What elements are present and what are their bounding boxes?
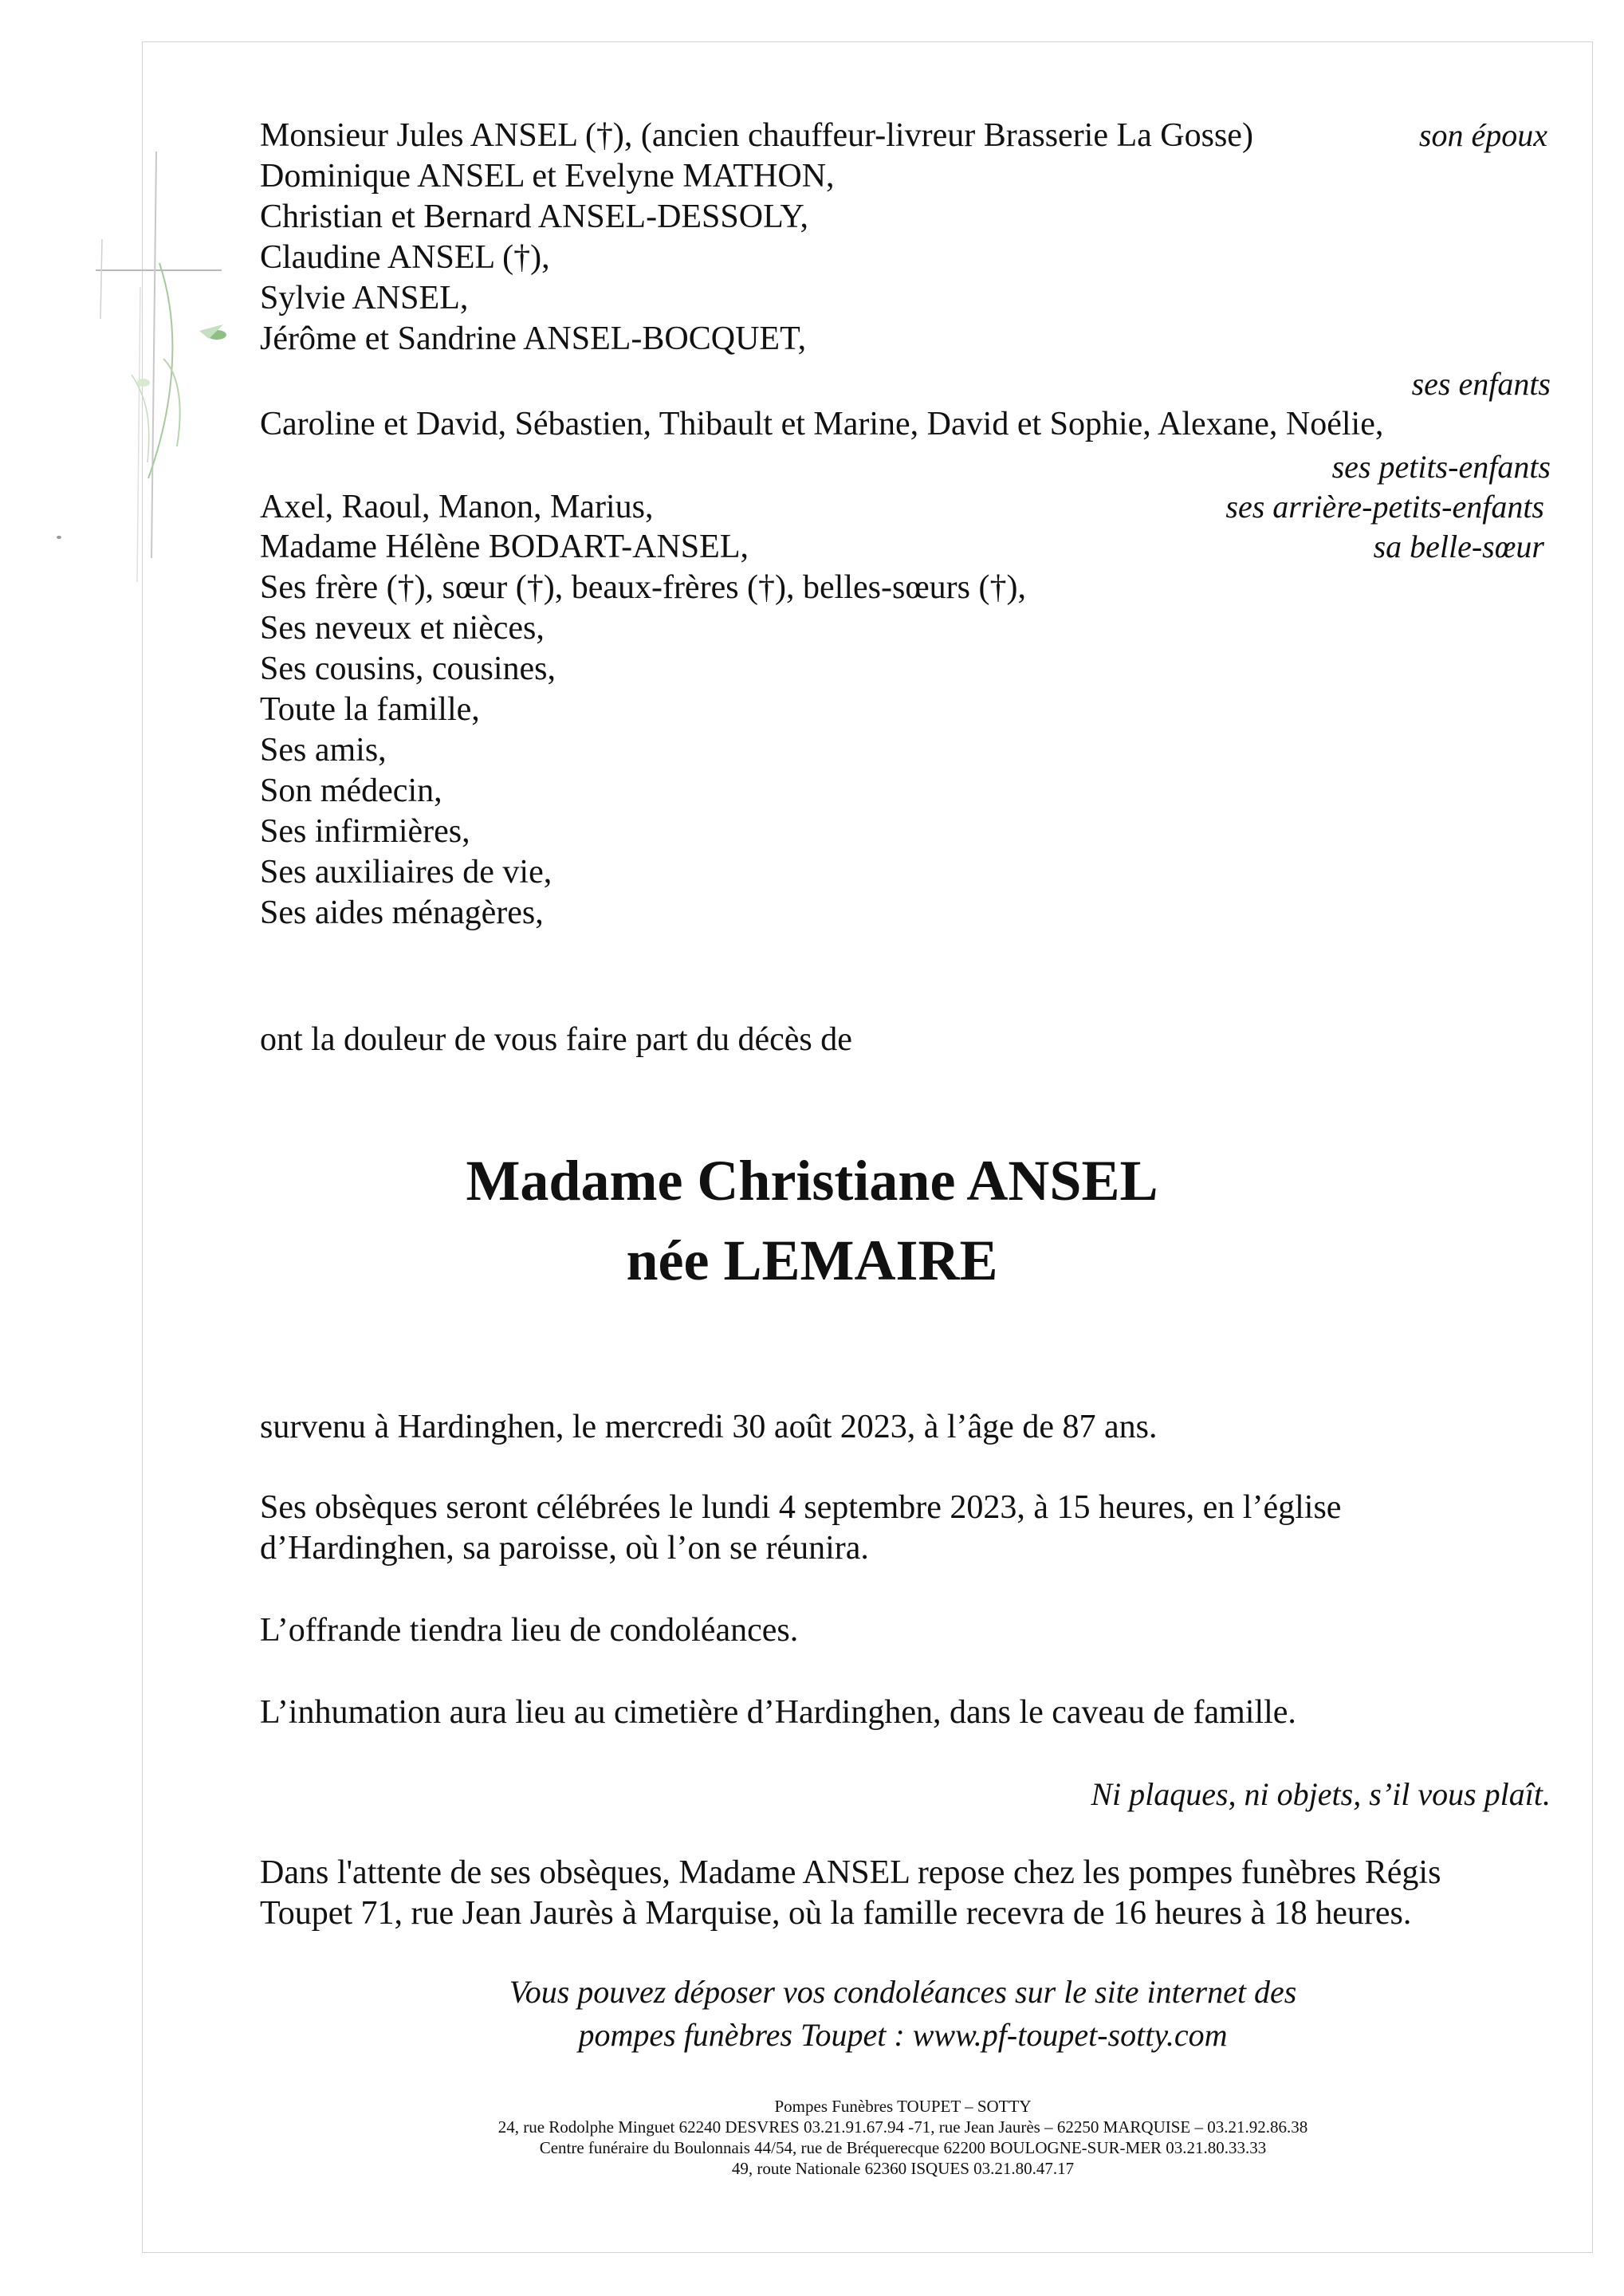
footer-line: 24, rue Rodolphe Minguet 62240 DESVRES 03.21.91.67.94 -71, rue Jean Jaurès – 62250 MARQUISE – 03.21.92.86.38 [497, 2117, 1308, 2137]
other-line: Ses amis, [260, 732, 387, 769]
family-line: Monsieur Jules ANSEL (†), (ancien chauffeur-livreur Brasserie La Gosse) [260, 117, 1253, 154]
role-label: ses arrière-petits-enfants [1225, 489, 1544, 525]
family-line: Jérôme et Sandrine ANSEL-BOCQUET, [260, 320, 807, 357]
rest-line2: Toupet 71, rue Jean Jaurès à Marquise, où la famille recevra de 16 heures à 18 heures. [260, 1895, 1412, 1932]
deceased-name-line1: Madame Christiane ANSEL [466, 1149, 1158, 1213]
footer-line: Pompes Funèbres TOUPET – SOTTY [774, 2097, 1032, 2116]
condolences-line2: pompes funèbres Toupet : www.pf-toupet-sotty.com [578, 2017, 1228, 2053]
no-plaques-text: Ni plaques, ni objets, s’il vous plaît. [1091, 1776, 1551, 1812]
other-line: Son médecin, [260, 773, 442, 809]
family-line: Christian et Bernard ANSEL-DESSOLY, [260, 199, 808, 235]
role-label: son époux [1418, 117, 1547, 153]
rest-line1: Dans l'attente de ses obsèques, Madame ANSEL repose chez les pompes funèbres Régis [260, 1854, 1441, 1891]
other-line: Ses infirmières, [260, 813, 470, 850]
other-line: Toute la famille, [260, 691, 480, 728]
other-line: Ses cousins, cousines, [260, 651, 556, 687]
footer-line: 49, route Nationale 62360 ISQUES 03.21.80.47.17 [731, 2159, 1075, 2178]
grandchildren-line: Caroline et David, Sébastien, Thibault et Marine, David et Sophie, Alexane, Noélie, [260, 406, 1384, 442]
offering-text: L’offrande tiendra lieu de condoléances. [260, 1612, 799, 1649]
role-label: ses petits-enfants [1331, 449, 1551, 485]
family-line: Sylvie ANSEL, [260, 280, 469, 316]
death-info: survenu à Hardinghen, le mercredi 30 août 2023, à l’âge de 87 ans. [260, 1409, 1158, 1445]
role-label: sa belle-sœur [1373, 529, 1544, 564]
funeral-line1: Ses obsèques seront célébrées le lundi 4 septembre 2023, à 15 heures, en l’église [260, 1489, 1342, 1526]
family-line: Claudine ANSEL (†), [260, 239, 550, 276]
family-line: Dominique ANSEL et Evelyne MATHON, [260, 158, 835, 195]
other-line: Ses aides ménagères, [260, 894, 544, 931]
burial-text: L’inhumation aura lieu au cimetière d’Hardinghen, dans le caveau de famille. [260, 1694, 1296, 1731]
other-line: Ses auxiliaires de vie, [260, 854, 552, 890]
announcement: ont la douleur de vous faire part du décès de [260, 1021, 852, 1058]
footer-line: Centre funéraire du Boulonnais 44/54, rue de Bréquerecque 62200 BOULOGNE-SUR-MER 03.21.80.33.33 [539, 2138, 1267, 2157]
sister-in-law-line: Madame Hélène BODART-ANSEL, [260, 529, 749, 565]
great-grandchildren-line: Axel, Raoul, Manon, Marius, [260, 489, 654, 525]
deceased-name-line2: née LEMAIRE [626, 1229, 998, 1292]
role-label: ses enfants [1411, 366, 1551, 402]
funeral-line2: d’Hardinghen, sa paroisse, où l’on se réunira. [260, 1530, 869, 1567]
other-line: Ses frère (†), sœur (†), beaux-frères (†), belles-sœurs (†), [260, 569, 1026, 606]
other-line: Ses neveux et nièces, [260, 610, 545, 647]
deceased-name [0, 1144, 1624, 1303]
condolences-line1: Vous pouvez déposer vos condoléances sur le site internet des [509, 1974, 1297, 2010]
